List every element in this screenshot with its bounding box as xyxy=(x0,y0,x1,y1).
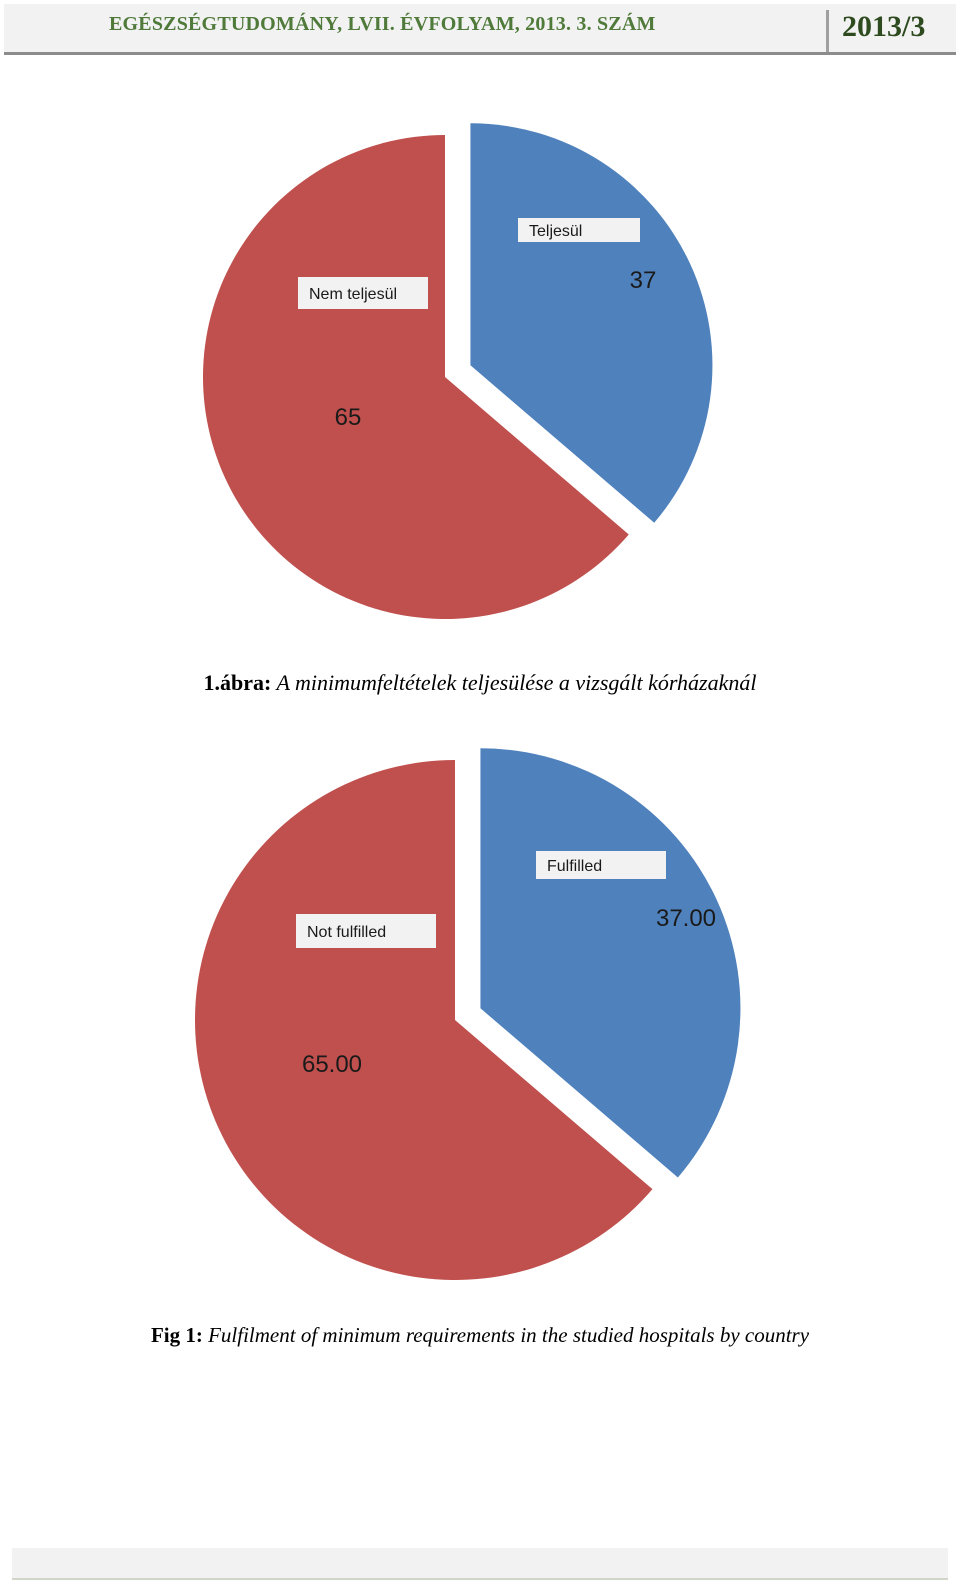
slice-label: Teljesül xyxy=(529,223,583,240)
slice-value-label: 37 xyxy=(629,267,657,294)
caption-prefix: 1.ábra: xyxy=(203,670,272,695)
pie-chart-english xyxy=(0,720,960,1300)
caption-text: A minimumfeltételek teljesülése a vizsgált kórházaknál xyxy=(271,670,757,695)
caption-text: Fulfilment of minimum requirements in the studied hospitals by country xyxy=(202,1323,810,1347)
caption-prefix: Fig 1: xyxy=(150,1323,203,1347)
page-footer xyxy=(12,1548,948,1580)
slice-label: Not fulfilled xyxy=(307,924,387,941)
slice-value-label: 37.00 xyxy=(655,905,717,932)
slice-label: Fulfilled xyxy=(547,858,603,875)
figure-caption-english xyxy=(0,1323,960,1348)
slice-label: Nem teljesül xyxy=(309,286,398,303)
figure-caption-hungarian xyxy=(0,670,960,696)
pie-chart-hungarian xyxy=(0,90,960,650)
issue-number: 2013/3 xyxy=(842,10,926,43)
page-header xyxy=(4,4,956,55)
header-divider xyxy=(826,10,829,52)
slice-value-label: 65 xyxy=(334,404,362,431)
slice-value-label: 65.00 xyxy=(301,1051,363,1078)
journal-title: EGÉSZSÉGTUDOMÁNY, LVII. ÉVFOLYAM, 2013. 3. SZÁM xyxy=(109,13,656,35)
